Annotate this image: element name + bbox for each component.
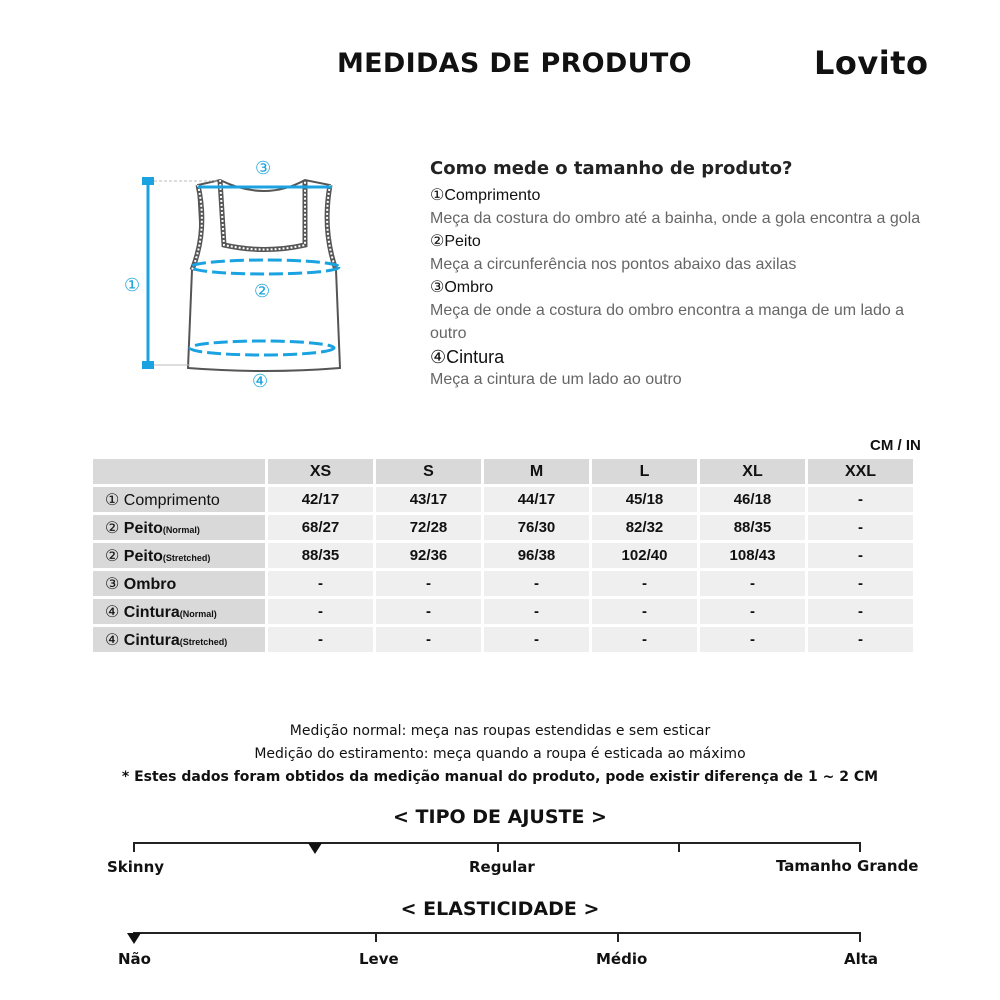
marker-chest: ②	[254, 281, 271, 302]
header-corner	[93, 459, 265, 484]
table-cell: 96/38	[484, 543, 589, 568]
elasticity-tick	[617, 932, 619, 942]
row-label	[93, 487, 265, 512]
page-title: MEDIDAS DE PRODUTO	[337, 48, 692, 79]
fit-tick	[497, 842, 499, 852]
measurement-notes	[0, 720, 1000, 789]
size-table	[90, 456, 916, 655]
unit-label: CM / IN	[870, 437, 921, 454]
row-label-text: Ombro	[123, 575, 177, 593]
row-label-suffix: (Normal)	[179, 608, 217, 619]
howto-desc-chest: Meça a circunferência nos pontos abaixo das axilas	[430, 256, 797, 273]
row-label-text: Peito	[123, 519, 163, 537]
table-cell: -	[484, 571, 589, 596]
howto-desc-shoulder: Meça de onde a costura do ombro encontra a manga de um lado a outro	[430, 302, 905, 342]
row-number: ④	[105, 631, 120, 649]
row-number: ①	[105, 491, 120, 509]
table-cell: -	[700, 599, 805, 624]
howto-heading-chest: ②Peito	[430, 233, 481, 250]
size-header-m: M	[484, 459, 589, 484]
size-header-xs: XS	[268, 459, 373, 484]
table-cell: -	[268, 599, 373, 624]
table-cell: 76/30	[484, 515, 589, 540]
howto-desc-length: Meça da costura do ombro até a bainha, onde a gola encontra a gola	[430, 210, 921, 227]
elasticity-label-high: Alta	[844, 950, 879, 968]
fit-label-skinny: Skinny	[107, 858, 165, 876]
row-label-suffix: (Normal)	[162, 524, 200, 535]
elasticity-label-medium: Médio	[596, 950, 648, 968]
table-cell: 44/17	[484, 487, 589, 512]
row-label-text: Comprimento	[123, 491, 220, 509]
table-cell: -	[376, 571, 481, 596]
note-stretch: Medição do estiramento: meça quando a roupa é esticada ao máximo	[254, 746, 746, 762]
table-cell: -	[592, 599, 697, 624]
table-row	[93, 627, 913, 652]
elasticity-title: < ELASTICIDADE >	[400, 898, 600, 920]
table-cell: 46/18	[700, 487, 805, 512]
table-cell: -	[376, 627, 481, 652]
elasticity-label-none: Não	[118, 950, 151, 968]
table-cell: 102/40	[592, 543, 697, 568]
table-cell: -	[700, 571, 805, 596]
table-cell: 108/43	[700, 543, 805, 568]
size-header-xxl: XXL	[808, 459, 913, 484]
howto-desc-waist: Meça a cintura de um lado ao outro	[430, 371, 682, 388]
row-label	[93, 627, 265, 652]
row-label-text: Peito	[123, 547, 163, 565]
elasticity-label-light: Leve	[359, 950, 399, 968]
row-label	[93, 599, 265, 624]
marker-waist: ④	[252, 371, 269, 392]
row-label-suffix: (Stretched)	[179, 636, 228, 647]
howto-heading-waist: ④Cintura	[430, 347, 505, 367]
row-number: ③	[105, 575, 120, 593]
howto-heading-shoulder: ③Ombro	[430, 279, 494, 296]
tank-top-illustration	[100, 150, 360, 400]
table-cell: 68/27	[268, 515, 373, 540]
row-number: ④	[105, 603, 120, 621]
table-cell: -	[268, 627, 373, 652]
fit-selected-marker	[308, 843, 322, 854]
row-label-text: Cintura	[123, 603, 180, 621]
note-normal: Medição normal: meça nas roupas estendidas e sem esticar	[289, 723, 711, 739]
brand-logo: Lovito	[814, 44, 929, 82]
table-cell: -	[808, 515, 913, 540]
how-to-measure	[430, 158, 970, 392]
row-number: ②	[105, 547, 120, 565]
howto-heading-length: ①Comprimento	[430, 187, 541, 204]
fit-label-regular: Regular	[469, 858, 535, 876]
size-header-xl: XL	[700, 459, 805, 484]
elasticity-selected-marker	[127, 933, 141, 944]
table-cell: -	[268, 571, 373, 596]
table-cell: 82/32	[592, 515, 697, 540]
table-cell: 45/18	[592, 487, 697, 512]
row-label	[93, 515, 265, 540]
size-header-l: L	[592, 459, 697, 484]
howto-question: Como mede o tamanho de produto?	[430, 158, 793, 179]
row-label-text: Cintura	[123, 631, 180, 649]
table-cell: -	[484, 599, 589, 624]
note-disclaimer: * Estes dados foram obtidos da medição manual do produto, pode existir diferença de 1 ~ 2 CM	[121, 769, 879, 785]
elasticity-scale	[133, 932, 861, 934]
table-cell: -	[376, 599, 481, 624]
fit-tick	[133, 842, 135, 852]
fit-title: < TIPO DE AJUSTE >	[393, 806, 607, 828]
table-cell: -	[700, 627, 805, 652]
table-row	[93, 543, 913, 568]
fit-tick	[859, 842, 861, 852]
table-cell: 88/35	[268, 543, 373, 568]
table-cell: -	[808, 599, 913, 624]
marker-length: ①	[124, 275, 141, 296]
table-cell: -	[484, 627, 589, 652]
marker-shoulder: ③	[255, 158, 272, 179]
table-row	[93, 487, 913, 512]
table-row	[93, 571, 913, 596]
fit-tick	[678, 842, 680, 852]
table-cell: 42/17	[268, 487, 373, 512]
fit-label-plus: Tamanho Grande	[776, 857, 919, 875]
table-cell: 92/36	[376, 543, 481, 568]
garment-diagram	[100, 150, 360, 400]
size-header-s: S	[376, 459, 481, 484]
table-cell: 43/17	[376, 487, 481, 512]
elasticity-tick	[859, 932, 861, 942]
table-header-row	[93, 459, 913, 484]
table-row	[93, 515, 913, 540]
elasticity-tick	[375, 932, 377, 942]
table-cell: 72/28	[376, 515, 481, 540]
table-cell: -	[808, 487, 913, 512]
row-label	[93, 543, 265, 568]
table-cell: -	[808, 543, 913, 568]
row-number: ②	[105, 519, 120, 537]
table-cell: -	[808, 627, 913, 652]
table-cell: -	[592, 571, 697, 596]
row-label	[93, 571, 265, 596]
table-row	[93, 599, 913, 624]
table-cell: 88/35	[700, 515, 805, 540]
table-cell: -	[592, 627, 697, 652]
table-cell: -	[808, 571, 913, 596]
row-label-suffix: (Stretched)	[162, 552, 211, 563]
